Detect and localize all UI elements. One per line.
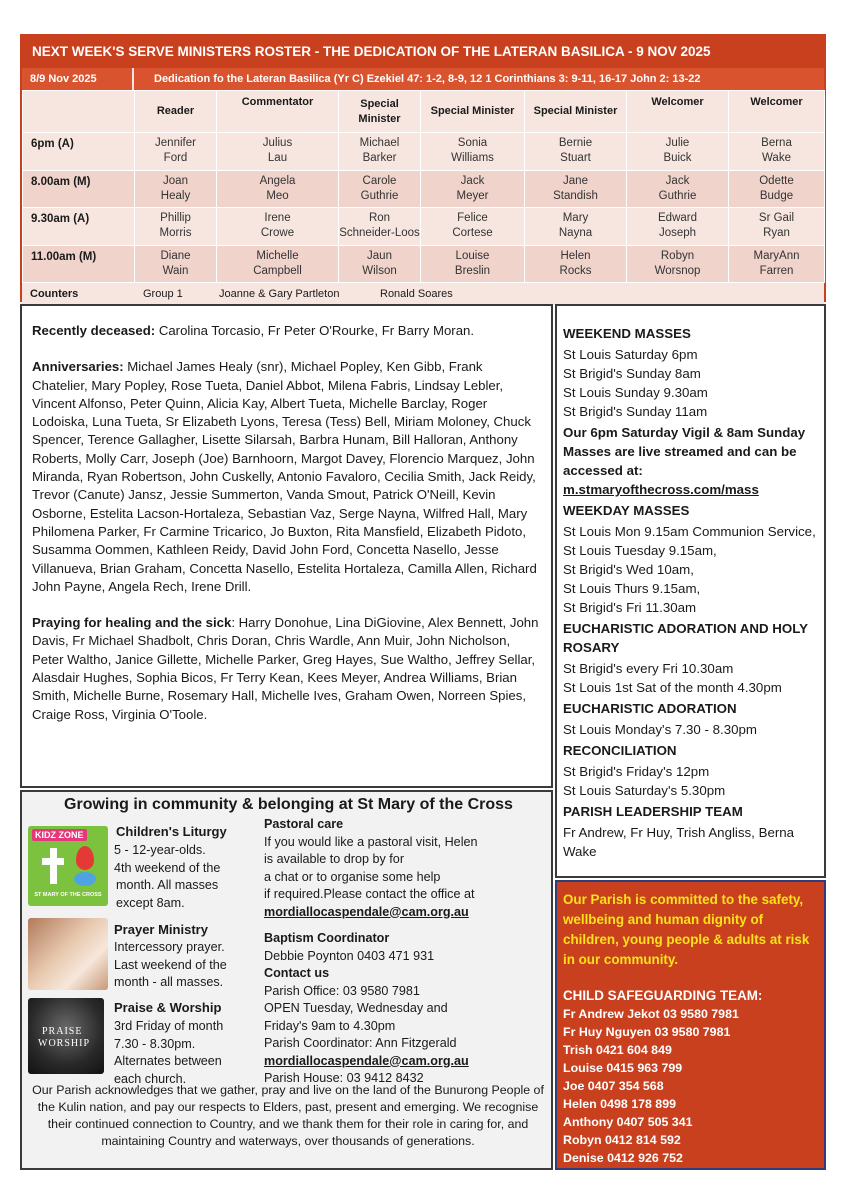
prayer-ministry-title: Prayer Ministry — [114, 922, 208, 937]
roster-header-row — [23, 91, 825, 133]
counters-row — [22, 283, 824, 305]
safeguarding-team-list — [563, 1005, 818, 1167]
dove-icon — [74, 872, 96, 886]
mass-line: St Brigid's Wed 10am, — [563, 562, 694, 577]
sick-text: : Harry Donohue, Lina DiGiovine, Alex Bennett, John Davis, Fr Michael Shadbolt, Chris Doran, Chris Wardle, Ann Muir, John Nicholson, Peter Waltho, Janice Gillette, Michelle Parker, Greg Hayes, Sue Waltho, Jeffrey Sellar, Alasdair Hughes, Sophia Bicos, Fr Terry Kean, Kees Meyer, Andrea Williams, Brian Smith, Michelle Burne, Rosemary Hall, Michelle Ives, Graham Owen, Norreen Spies, Craige Ross, Virginia O'Toole. — [32, 615, 539, 722]
roster-time-cell: 8.00am (M) — [23, 170, 135, 208]
name-line: Irene — [264, 212, 291, 225]
name-line: Bernie — [558, 137, 593, 150]
roster-title: NEXT WEEK'S SERVE MINISTERS ROSTER - THE DEDICATION OF THE LATERAN BASILICA - 9 NOV 2025 — [22, 36, 824, 68]
roster-name-cell — [729, 208, 825, 246]
flame-icon — [76, 846, 94, 870]
livestream-link[interactable]: m.stmaryofthecross.com/mass — [563, 482, 759, 497]
leadership-list — [563, 823, 818, 861]
name-line: Wain — [162, 264, 189, 277]
baptism-coordinator — [264, 930, 550, 1088]
leadership-line: Fr Andrew, Fr Huy, Trish Angliss, Berna Wake — [563, 825, 795, 859]
name-line: Mary — [562, 212, 589, 225]
roster-name-cell — [217, 170, 339, 208]
kidz-zone-logo — [28, 826, 108, 906]
name-line: Robyn — [660, 249, 695, 262]
country-acknowledgement: Our Parish acknowledges that we gather, pray and live on the land of the Bunurong People of the Kulin nation, and pay our respects to Elders, past, present and emerging. We recognise their continued connection to Country, and we thank them for their role in caring for, and maintaining Country and waterways, over thousands of generations. — [32, 1083, 544, 1148]
roster-name-cell — [339, 245, 421, 283]
name-line: Budge — [759, 189, 794, 202]
roster-name-cell — [525, 170, 627, 208]
text-line: Parish Office: 03 9580 7981 — [264, 983, 420, 998]
roster-name-cell — [627, 208, 729, 246]
roster-name-cell — [217, 133, 339, 171]
roster-name-cell — [421, 170, 525, 208]
mass-line: St Louis Thurs 9.15am, — [563, 581, 701, 596]
roster-name-cell — [729, 170, 825, 208]
roster-name-cell — [135, 133, 217, 171]
name-line: Standish — [553, 189, 598, 202]
community-title: Growing in community & belonging at St Mary of the Cross — [64, 796, 513, 813]
text-line: Intercessory prayer. — [114, 940, 225, 954]
name-line: Guthrie — [360, 189, 399, 202]
roster-name-cell — [525, 208, 627, 246]
text-line: 5 - 12-year-olds. — [114, 843, 206, 857]
roster-name-cell — [135, 208, 217, 246]
praise-logo-line1: PRAISE — [42, 1026, 83, 1037]
roster-name-cell — [339, 170, 421, 208]
roster-header-cell — [525, 91, 627, 133]
name-line: Healy — [160, 189, 191, 202]
roster-header-cell — [339, 91, 421, 133]
adoration-rosary-list — [563, 659, 818, 697]
name-line: Rocks — [559, 264, 592, 277]
roster-name-cell — [729, 245, 825, 283]
counters-group: Group 1 — [143, 288, 183, 300]
roster-name-cell — [217, 245, 339, 283]
mass-line: St Louis Saturday's 5.30pm — [563, 783, 726, 798]
name-line: Williams — [451, 152, 494, 165]
mass-line: St Brigid's Sunday 11am — [563, 404, 708, 419]
header-line: Special Minister — [533, 105, 618, 117]
text-line: OPEN Tuesday, Wednesday and — [264, 1001, 448, 1015]
baptism-title: Baptism Coordinator — [264, 931, 390, 945]
name-line: Schneider-Loos — [339, 227, 420, 240]
mass-line: St Louis 1st Sat of the month 4.30pm — [563, 680, 782, 695]
name-line: Helen — [560, 249, 591, 262]
roster-name-cell — [627, 133, 729, 171]
contact-title: Contact us — [264, 966, 330, 980]
roster-name-cell — [135, 170, 217, 208]
name-line: Wilson — [362, 264, 397, 277]
roster-name-cell — [525, 245, 627, 283]
name-line: Jennifer — [155, 137, 196, 150]
name-line: Louise — [455, 249, 490, 262]
roster-time-cell: 6pm (A) — [23, 133, 135, 171]
name-line: MaryAnn — [753, 249, 800, 262]
roster-name-cell — [421, 133, 525, 171]
name-line: Stuart — [560, 152, 591, 165]
text-line: 4th weekend of the — [114, 860, 221, 875]
name-line: Berna — [761, 137, 792, 150]
name-line: Joan — [163, 174, 188, 187]
roster-header-cell: Welcomer — [627, 91, 729, 133]
text-line: Alternates between — [114, 1054, 222, 1068]
team-member: Fr Huy Nguyen 03 9580 7981 — [563, 1025, 731, 1039]
community-panel — [20, 790, 553, 1170]
prayer-ministry-text — [114, 939, 227, 992]
name-line: Wake — [762, 152, 791, 165]
counters-label: Counters — [30, 288, 79, 300]
reconciliation-title: RECONCILIATION — [563, 743, 677, 758]
safeguarding-panel — [555, 880, 826, 1170]
roster-meta-bar — [22, 68, 824, 90]
roster-name-cell — [525, 133, 627, 171]
team-member: Louise 0415 963 799 — [563, 1061, 683, 1075]
prayer-hands-image — [28, 918, 108, 990]
name-line: Felice — [457, 212, 488, 225]
name-line: Sr Gail — [758, 212, 795, 225]
name-line: Jaun — [367, 249, 392, 262]
roster-section — [20, 34, 826, 302]
praise-worship-image — [28, 998, 104, 1074]
name-line: Julius — [262, 137, 293, 150]
childrens-liturgy-title: Children's Liturgy — [116, 824, 227, 839]
anniversaries-text: Michael James Healy (snr), Michael Popley, Ken Gibb, Frank Chatelier, Mary Popley, Rose Tueta, Daniel Abbot, Milena Fabris, Lindsay Lebler, Vincent Alfonso, Peter Quinn, Alicia Kay, Albert Tueta, Michelle Barclay, Roger Lodoiska, Luna Tueta, Sr Elizabeth Lyons, Teresa (Tess) Bell, Miriam Moloney, Chuck Spencer, Terence Gallagher, Lisette Silarsah, Barbra Hunam, Bill Halloran, Anthony Roberts, Molly Carr, Joseph (Joe) Barnhoorn, Margot Davey, Florencio Marquez, John Miranda, Ryan Robertson, John Cuskelly, Antonio Favaloro, Cecilia Smith, Jack Reidy, Trevor (Canute) Jansz, Jessie Summerton, Vanda Smout, Patrick O'Neill, Kevin Osborne, Estelita Lacson-Hortaleza, Sebastian Vaz, Serge Nayna, Wilfred Hall, Mary Philomena Parker, Fr Carmine Tricarico, Jo Buxton, Rita Mansfield, Elizabeth Pidoto, Susamma Oommen, Kathleen Reidy, David John Ford, Concetta Nasello, Jesse Villanueva, Brian Graham, Concetta Nasello, Estelita Hortaleza, Camilla Allen, Richard John Payne, Angela Rech, Irene Drill. — [32, 359, 537, 594]
kidz-logo-top: KIDZ ZONE — [32, 829, 87, 841]
mass-line: St Brigid's Friday's 12pm — [563, 764, 710, 779]
recently-deceased — [32, 322, 541, 340]
name-line: Buick — [663, 152, 692, 165]
mass-line: St Brigid's Fri 11.30am — [563, 600, 697, 615]
notices-panel — [20, 304, 553, 788]
adoration-title: EUCHARISTIC ADORATION — [563, 701, 737, 716]
counters-names: Joanne & Gary Partleton — [219, 288, 340, 300]
name-line: Meyer — [456, 189, 489, 202]
kidz-logo-bottom: ST MARY OF THE CROSS — [34, 892, 102, 898]
name-line: Ryan — [763, 227, 790, 240]
name-line: Jane — [563, 174, 588, 187]
roster-time-cell: 9.30am (A) — [23, 208, 135, 246]
weekend-masses-title: WEEKEND MASSES — [563, 326, 691, 341]
roster-time-cell: 11.00am (M) — [23, 245, 135, 283]
reconciliation-list — [563, 762, 818, 800]
team-member: Robyn 0412 814 592 — [563, 1133, 681, 1147]
text-line: Last weekend of the — [114, 957, 227, 972]
safeguarding-team-title: CHILD SAFEGUARDING TEAM: — [563, 988, 763, 1003]
text-line: each church. — [114, 1071, 187, 1086]
team-member: Anthony 0407 505 341 — [563, 1115, 693, 1129]
text-line: Parish Coordinator: Ann Fitzgerald — [264, 1036, 457, 1050]
name-line: Angela — [259, 174, 296, 187]
text-line: 3rd Friday of month — [114, 1019, 224, 1033]
mass-line: St Louis Sunday 9.30am — [563, 385, 708, 400]
roster-header-cell: Commentator — [217, 91, 339, 133]
praise-worship-title: Praise & Worship — [114, 1000, 222, 1015]
mass-line: St Louis Monday's 7.30 - 8.30pm — [563, 722, 757, 737]
name-line: Odette — [759, 174, 794, 187]
parish-house-phone: Parish House: 03 9412 8432 — [264, 1071, 424, 1085]
name-line: Michelle — [256, 249, 299, 262]
name-line: Meo — [266, 189, 289, 202]
name-line: Joseph — [658, 227, 697, 240]
name-line: Phillip — [160, 212, 191, 225]
roster-name-cell — [627, 170, 729, 208]
name-line: Barker — [362, 152, 397, 165]
baptism-text: Debbie Poynton 0403 471 931 — [264, 948, 435, 963]
name-line: Carole — [362, 174, 397, 187]
name-line: Campbell — [253, 264, 302, 277]
team-member: Trish 0421 604 849 — [563, 1043, 672, 1057]
roster-header-cell: Reader — [135, 91, 217, 133]
deceased-label: Recently deceased: — [32, 323, 156, 338]
anniversaries-label: Anniversaries: — [32, 359, 124, 375]
roster-header-cell — [23, 91, 135, 133]
roster-row — [23, 208, 825, 246]
team-member: Joe 0407 354 568 — [563, 1079, 664, 1093]
roster-row — [23, 170, 825, 208]
roster-name-cell — [135, 245, 217, 283]
header-line: Special Minister — [358, 97, 401, 125]
text-line: 7.30 - 8.30pm. — [114, 1036, 196, 1051]
counters-other: Ronald Soares — [380, 288, 453, 300]
livestream-note: Our 6pm Saturday Vigil & 8am Sunday Masses are live streamed and can be accessed at: — [563, 425, 806, 478]
roster-row — [23, 133, 825, 171]
text-line: Friday's 9am to 4.30pm — [264, 1018, 396, 1033]
anniversaries — [32, 358, 541, 596]
text-line: month. All masses — [116, 878, 219, 892]
name-line: Breslin — [454, 264, 491, 277]
header-line: Special Minister — [430, 105, 515, 117]
name-line: Farren — [759, 264, 794, 277]
mass-line: St Brigid's Sunday 8am — [563, 366, 701, 381]
roster-name-cell — [421, 208, 525, 246]
team-member: Denise 0412 926 752 — [563, 1151, 683, 1165]
name-line: Julie — [665, 137, 690, 150]
roster-name-cell — [339, 133, 421, 171]
praise-logo-line2: WORSHIP — [38, 1038, 91, 1049]
team-member: Helen 0498 178 899 — [563, 1097, 676, 1111]
name-line: Cortese — [452, 227, 493, 240]
name-line: Sonia — [457, 137, 488, 150]
roster-name-cell — [339, 208, 421, 246]
safeguarding-statement: Our Parish is committed to the safety, wellbeing and human dignity of children, young people & adults at risk in our community. — [563, 892, 810, 967]
roster-header-cell: Welcomer — [729, 91, 825, 133]
name-line: Jack — [665, 174, 690, 187]
roster-date: 8/9 Nov 2025 — [22, 68, 134, 90]
text-line: except 8am. — [116, 895, 185, 910]
text-line: is available to drop by for — [264, 852, 405, 866]
name-line: Ford — [163, 152, 188, 165]
name-line: Ron — [368, 212, 391, 225]
pastoral-title: Pastoral care — [264, 817, 344, 831]
name-line: Crowe — [260, 227, 295, 240]
roster-name-cell — [627, 245, 729, 283]
deceased-text: Carolina Torcasio, Fr Peter O'Rourke, Fr Barry Moran. — [155, 323, 475, 338]
weekend-masses-list — [563, 345, 818, 421]
adoration-rosary-title: EUCHARISTIC ADORATION AND HOLY ROSARY — [563, 621, 808, 655]
cross-icon — [42, 848, 64, 884]
name-line: Jack — [460, 174, 485, 187]
text-line: if required.Please contact the office at — [264, 887, 475, 901]
name-line: Michael — [359, 137, 400, 150]
text-line: If you would like a pastoral visit, Helen — [264, 834, 478, 849]
contact-email-link[interactable]: mordiallocaspendale@cam.org.au — [264, 1053, 469, 1068]
roster-body — [23, 133, 825, 283]
pastoral-care — [264, 816, 550, 921]
name-line: Worsnop — [654, 264, 701, 277]
mass-line: St Brigid's every Fri 10.30am — [563, 661, 734, 676]
name-line: Lau — [267, 152, 288, 165]
text-line: month - all masses. — [114, 975, 224, 989]
adoration-list — [563, 720, 818, 739]
roster-name-cell — [729, 133, 825, 171]
mass-line: St Louis Saturday 6pm — [563, 347, 698, 362]
roster-row — [23, 245, 825, 283]
name-line: Morris — [159, 227, 192, 240]
childrens-liturgy-text — [114, 842, 220, 912]
roster-name-cell — [217, 208, 339, 246]
healing-sick — [32, 614, 541, 724]
roster-readings: Dedication fo the Lateran Basilica (Yr C) Ezekiel 47: 1-2, 8-9, 12 1 Corinthians 3: 9-11, 16-17 John 2: 13-22 — [154, 73, 701, 85]
praise-worship-text — [114, 1018, 223, 1088]
leadership-title: PARISH LEADERSHIP TEAM — [563, 804, 743, 819]
name-line: Edward — [658, 212, 697, 225]
roster-name-cell — [421, 245, 525, 283]
roster-header-cell — [421, 91, 525, 133]
team-member: Fr Andrew Jekot 03 9580 7981 — [563, 1007, 739, 1021]
sick-label: Praying for healing and the sick — [32, 615, 232, 631]
name-line: Guthrie — [658, 189, 697, 202]
mass-line: St Louis Mon 9.15am Communion Service, St Louis Tuesday 9.15am, — [563, 524, 816, 558]
pastoral-email-link[interactable]: mordiallocaspendale@cam.org.au — [264, 904, 469, 919]
text-line: a chat or to organise some help — [264, 869, 441, 884]
weekday-masses-list — [563, 522, 818, 617]
masses-panel — [555, 304, 826, 878]
name-line: Nayna — [558, 227, 593, 240]
name-line: Diane — [160, 249, 191, 262]
roster-table — [22, 90, 825, 283]
weekday-masses-title: WEEKDAY MASSES — [563, 503, 690, 518]
